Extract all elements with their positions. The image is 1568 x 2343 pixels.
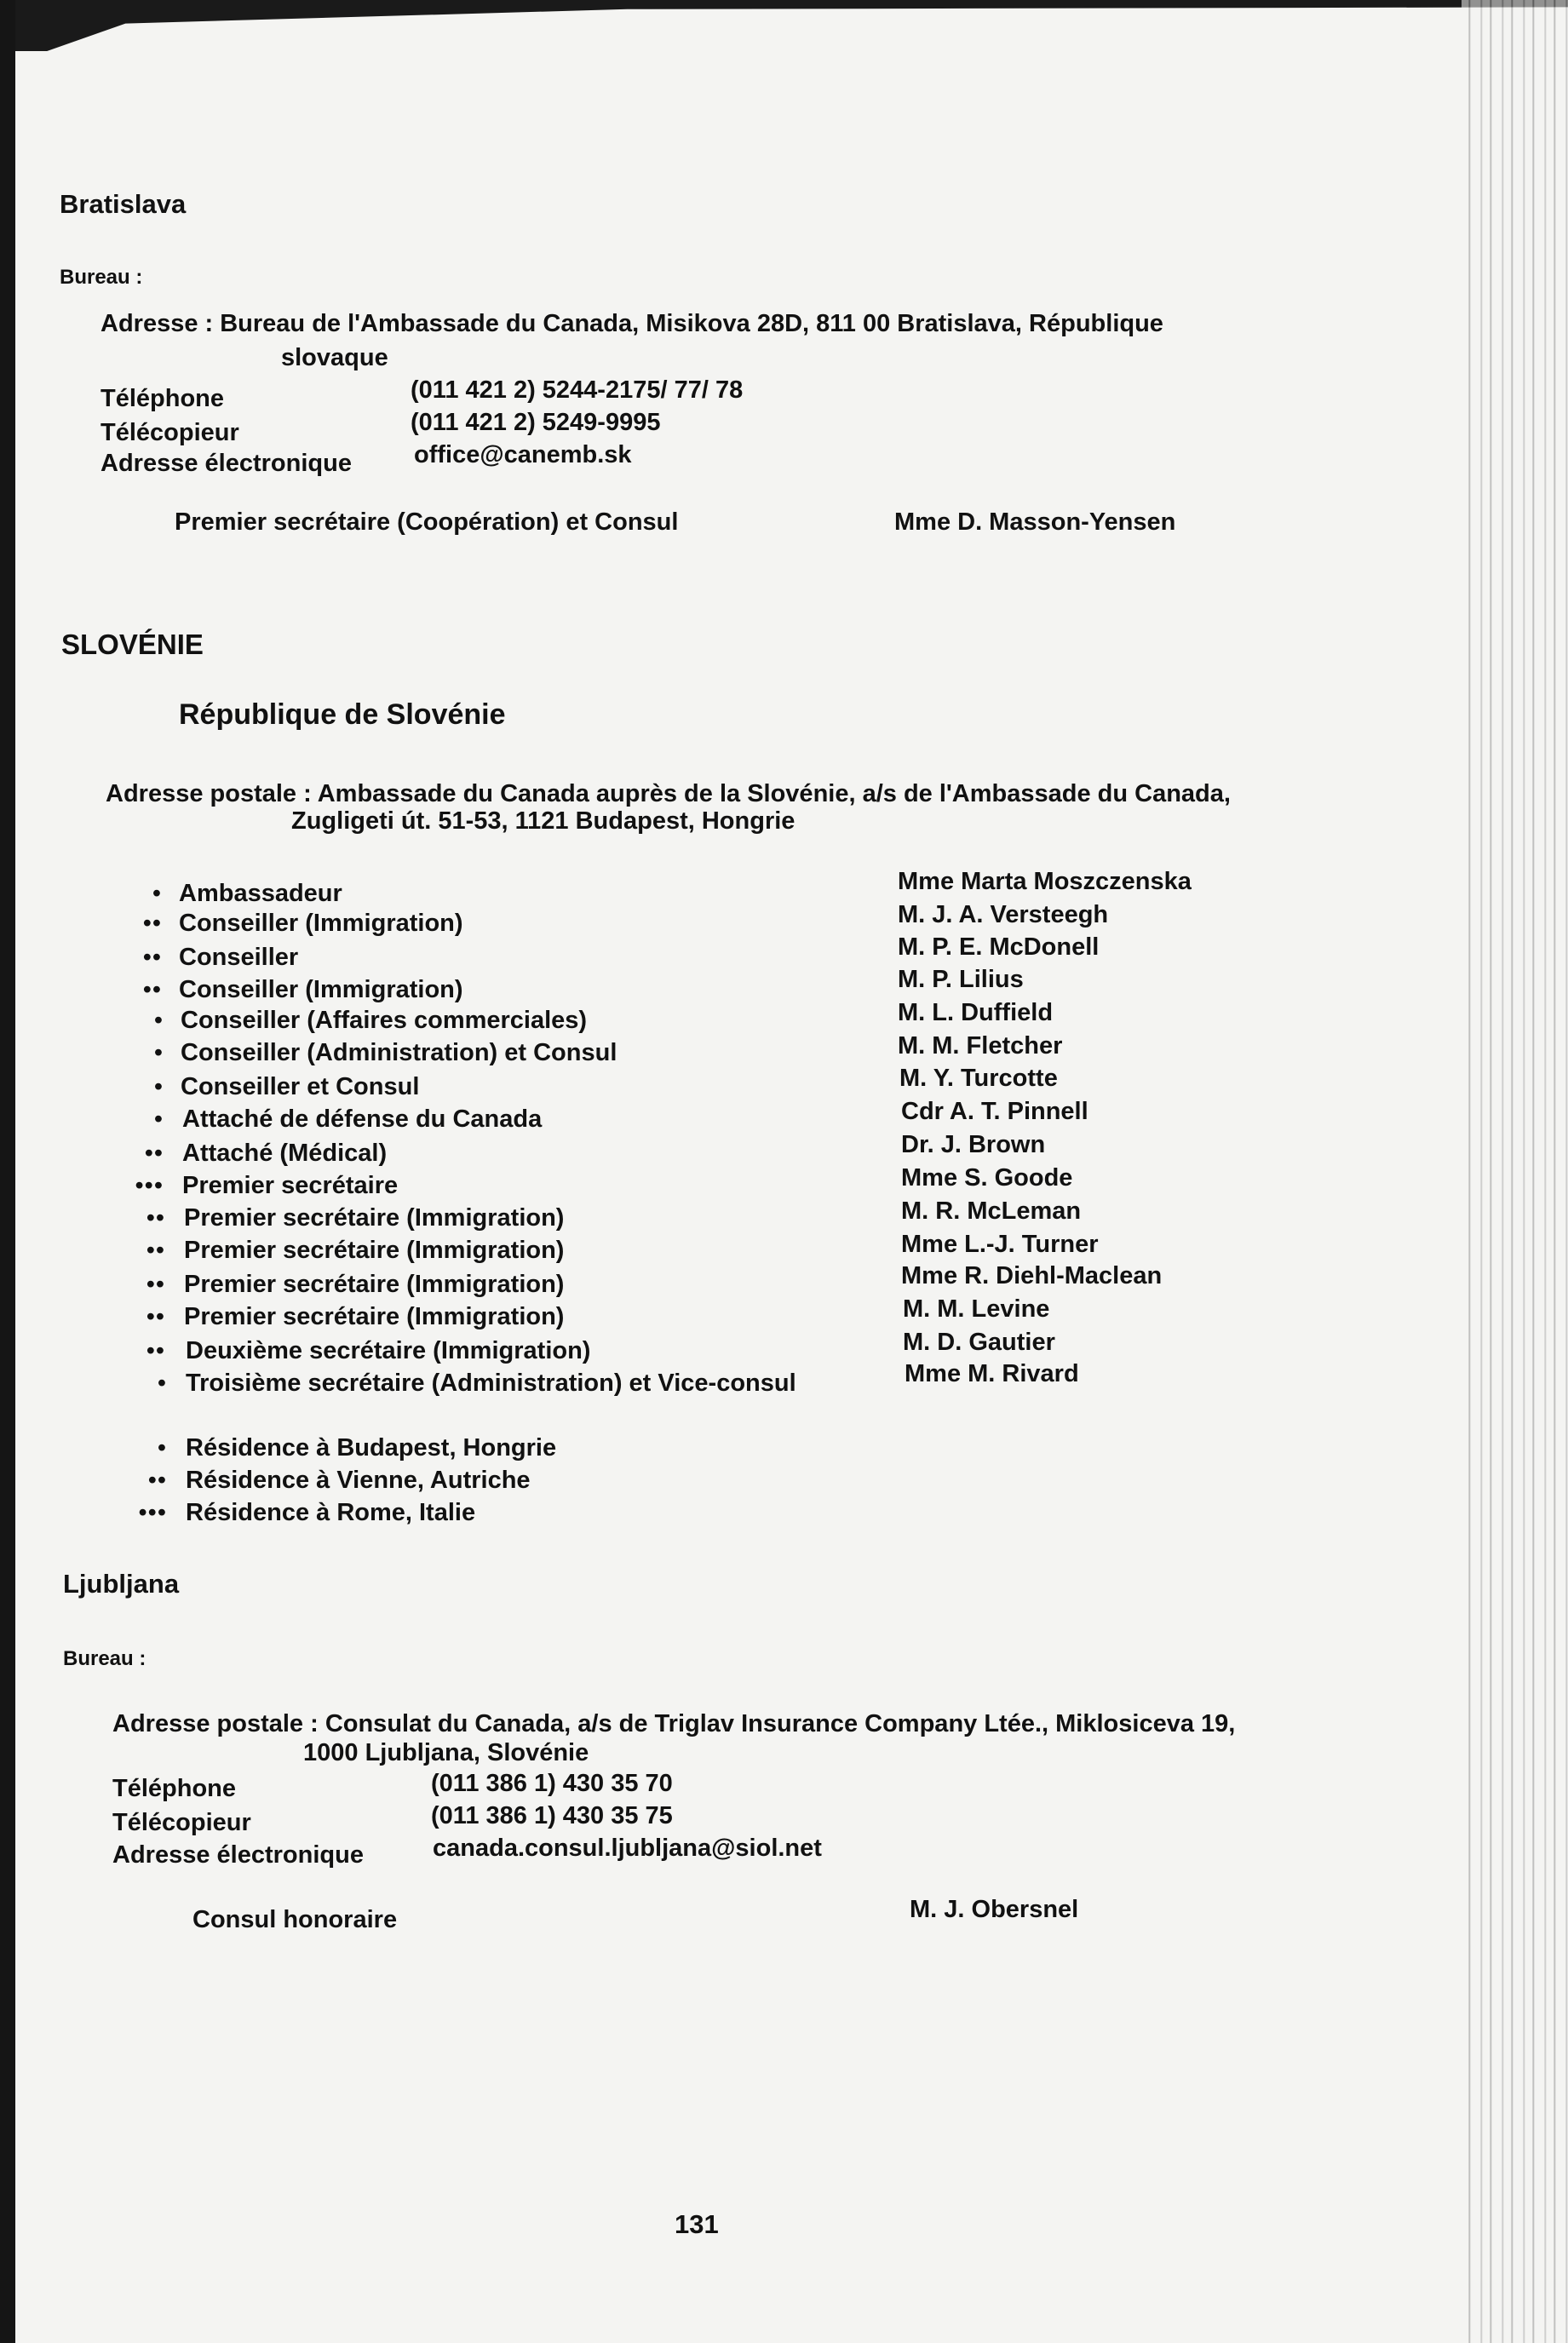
- ljubljana-fax-value: (011 386 1) 430 35 75: [431, 1802, 673, 1829]
- residence-marker: ••: [146, 1204, 165, 1232]
- bratislava-email-label: Adresse électronique: [101, 450, 352, 477]
- residence-marker: ••: [146, 1303, 165, 1330]
- staff-title: Ambassadeur: [179, 880, 342, 907]
- scan-border-left: [0, 0, 15, 2343]
- residence-marker: ••: [146, 1337, 165, 1364]
- residence-marker: •: [157, 1370, 167, 1397]
- slovenia-postal-line1: Adresse postale : Ambassade du Canada auprès de la Slovénie, a/s de l'Ambassade du Canada,: [106, 780, 1231, 807]
- residence-marker: •: [153, 1073, 164, 1100]
- bratislava-fax-value: (011 421 2) 5249-9995: [411, 409, 661, 436]
- staff-title: Conseiller et Consul: [181, 1073, 420, 1100]
- slovenia-republic-title: République de Slovénie: [179, 698, 506, 731]
- bratislava-heading: Bratislava: [60, 189, 187, 219]
- ljubljana-email-value: canada.consul.ljubljana@siol.net: [433, 1835, 822, 1862]
- staff-title: Deuxième secrétaire (Immigration): [186, 1337, 591, 1364]
- residence-marker: •: [153, 1039, 164, 1066]
- page-number: 131: [675, 2209, 719, 2239]
- staff-name: M. P. E. McDonell: [898, 933, 1100, 961]
- staff-name: Cdr A. T. Pinnell: [901, 1098, 1088, 1125]
- staff-title: Premier secrétaire (Immigration): [184, 1303, 565, 1330]
- ljubljana-staff-name: M. J. Obersnel: [910, 1896, 1079, 1923]
- staff-title: Conseiller (Immigration): [179, 976, 463, 1003]
- staff-name: M. L. Duffield: [898, 999, 1054, 1026]
- residence-marker: ••: [144, 1140, 164, 1167]
- bratislava-staff-name: Mme D. Masson-Yensen: [894, 508, 1176, 536]
- residence-marker: •: [153, 1105, 164, 1133]
- bratislava-address-line1: Adresse : Bureau de l'Ambassade du Canada, Misikova 28D, 811 00 Bratislava, République: [101, 310, 1163, 337]
- ljubljana-staff-title: Consul honoraire: [192, 1906, 398, 1933]
- staff-name: M. M. Levine: [903, 1295, 1050, 1323]
- residence-marker: •: [152, 880, 162, 907]
- bratislava-email-value: office@canemb.sk: [414, 441, 632, 468]
- bratislava-address-line2: slovaque: [281, 344, 388, 371]
- ljubljana-email-label: Adresse électronique: [112, 1841, 364, 1869]
- staff-name: M. J. A. Versteegh: [898, 901, 1109, 928]
- staff-name: Mme Marta Moszczenska: [898, 868, 1192, 895]
- bratislava-fax-label: Télécopieur: [101, 419, 239, 446]
- staff-name: M. D. Gautier: [903, 1329, 1055, 1356]
- ljubljana-heading: Ljubljana: [63, 1569, 180, 1599]
- residence-marker: ••: [142, 944, 162, 971]
- staff-name: M. P. Lilius: [898, 966, 1024, 993]
- legend-text: Résidence à Vienne, Autriche: [186, 1467, 531, 1494]
- residence-marker: •: [153, 1007, 164, 1034]
- residence-marker: ••: [142, 976, 162, 1003]
- staff-name: Mme S. Goode: [901, 1164, 1073, 1192]
- ljubljana-fax-label: Télécopieur: [112, 1809, 251, 1836]
- staff-name: M. Y. Turcotte: [899, 1065, 1058, 1092]
- staff-title: Attaché (Médical): [182, 1140, 388, 1167]
- bratislava-phone-label: Téléphone: [101, 385, 225, 412]
- staff-title: Troisième secrétaire (Administration) et Vice-consul: [186, 1370, 796, 1397]
- staff-name: Mme L.-J. Turner: [901, 1231, 1099, 1258]
- bratislava-staff-title: Premier secrétaire (Coopération) et Consul: [175, 508, 679, 536]
- staff-title: Conseiller: [179, 944, 299, 971]
- scan-border-top: [0, 0, 1568, 51]
- staff-name: M. M. Fletcher: [898, 1032, 1063, 1060]
- staff-name: Mme R. Diehl-Maclean: [901, 1262, 1163, 1289]
- staff-title: Premier secrétaire: [182, 1172, 399, 1199]
- staff-name: Mme M. Rivard: [905, 1360, 1079, 1387]
- bratislava-office-label: Bureau :: [60, 266, 143, 289]
- staff-title: Conseiller (Administration) et Consul: [181, 1039, 617, 1066]
- staff-title: Conseiller (Immigration): [179, 910, 463, 937]
- ljubljana-postal-line1: Adresse postale : Consulat du Canada, a/s de Triglav Insurance Company Ltée., Miklosiceva 19,: [112, 1710, 1236, 1737]
- staff-name: Dr. J. Brown: [901, 1131, 1046, 1158]
- staff-title: Conseiller (Affaires commerciales): [181, 1007, 588, 1034]
- bratislava-phone-value: (011 421 2) 5244-2175/ 77/ 78: [411, 376, 744, 404]
- legend-marker: •: [157, 1434, 167, 1462]
- staff-name: M. R. McLeman: [901, 1197, 1082, 1225]
- ljubljana-phone-label: Téléphone: [112, 1775, 237, 1802]
- legend-text: Résidence à Budapest, Hongrie: [186, 1434, 557, 1462]
- residence-marker: •••: [135, 1172, 164, 1199]
- ljubljana-postal-line2: 1000 Ljubljana, Slovénie: [303, 1739, 589, 1766]
- legend-marker: •••: [138, 1499, 167, 1526]
- ljubljana-office-label: Bureau :: [63, 1647, 146, 1670]
- legend-marker: ••: [147, 1467, 167, 1494]
- legend-text: Résidence à Rome, Italie: [186, 1499, 476, 1526]
- ljubljana-phone-value: (011 386 1) 430 35 70: [431, 1770, 673, 1797]
- residence-marker: ••: [142, 910, 162, 937]
- residence-marker: ••: [146, 1271, 165, 1298]
- staff-title: Premier secrétaire (Immigration): [184, 1271, 565, 1298]
- slovenia-postal-line2: Zugligeti út. 51-53, 1121 Budapest, Hongrie: [291, 807, 795, 835]
- staff-title: Premier secrétaire (Immigration): [184, 1237, 565, 1264]
- slovenia-heading: SLOVÉNIE: [61, 629, 204, 660]
- staff-title: Premier secrétaire (Immigration): [184, 1204, 565, 1232]
- scan-border-right: [1462, 0, 1568, 2343]
- residence-marker: ••: [146, 1237, 165, 1264]
- staff-title: Attaché de défense du Canada: [182, 1105, 543, 1133]
